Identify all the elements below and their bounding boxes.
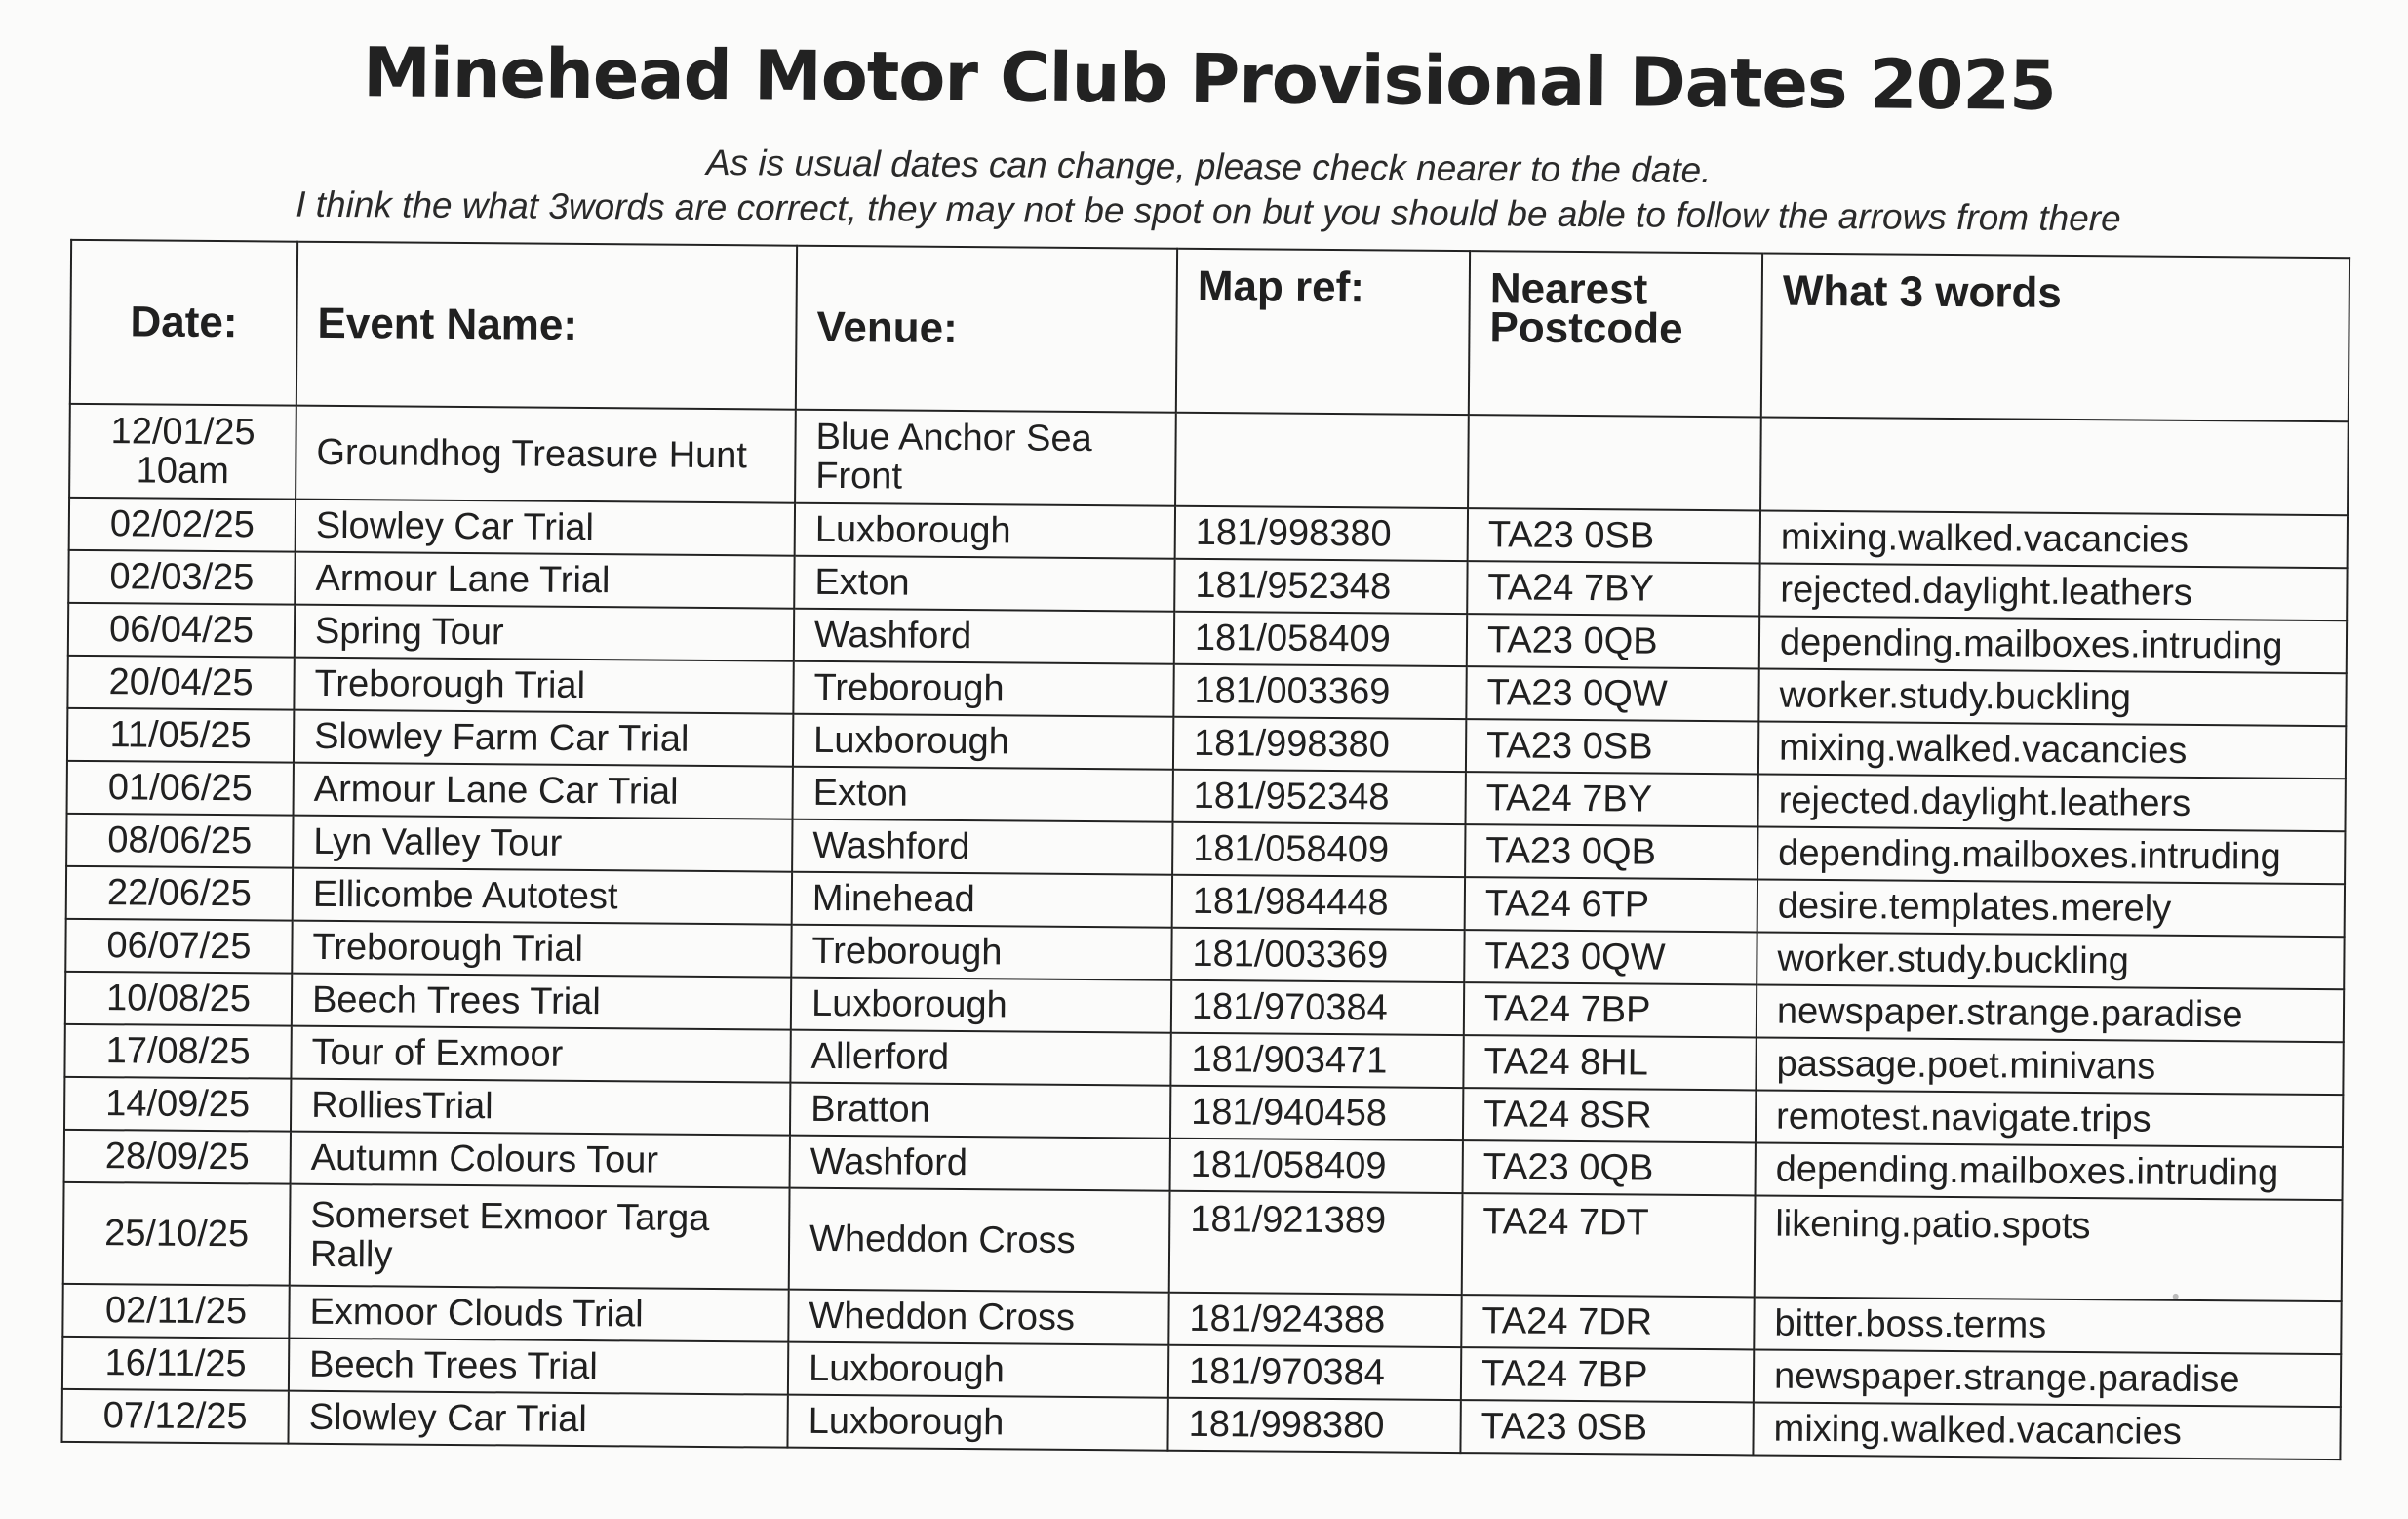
cell-event: Slowley Car Trial — [296, 500, 795, 556]
cell-what3words: mixing.walked.vacancies — [1760, 510, 2348, 568]
cell-what3words: mixing.walked.vacancies — [1753, 1402, 2340, 1459]
cell-venue: Luxborough — [795, 503, 1175, 559]
subtitle-line-2: I think the what 3words are correct, they may not be spot on but you should be able to follow the arrows from there — [296, 183, 2121, 239]
cell-date: 02/02/25 — [69, 498, 296, 552]
cell-postcode: TA24 7DR — [1461, 1295, 1754, 1349]
cell-what3words: worker.study.buckling — [1758, 668, 2346, 726]
cell-date: 06/07/25 — [65, 919, 292, 974]
cell-event: Treborough Trial — [292, 921, 791, 978]
event-line-2: Rally — [309, 1233, 393, 1276]
header-postcode-line-1: Nearest — [1489, 264, 1648, 314]
cell-what3words: bitter.boss.terms — [1754, 1297, 2341, 1354]
cell-date: 02/11/25 — [62, 1284, 289, 1339]
cell-postcode: TA24 7DT — [1462, 1193, 1756, 1297]
cell-event: Beech Trees Trial — [289, 1339, 788, 1395]
header-postcode-line-2: Postcode — [1489, 303, 1683, 353]
cell-date: 22/06/25 — [66, 866, 293, 921]
cell-map-ref: 181/998380 — [1167, 1398, 1460, 1453]
cell-what3words: rejected.daylight.leathers — [1757, 774, 2345, 831]
header-venue: Venue: — [796, 246, 1177, 413]
cell-map-ref: 181/003369 — [1171, 928, 1464, 982]
cell-postcode: TA23 0QB — [1467, 614, 1759, 668]
cell-event: Groundhog Treasure Hunt — [296, 406, 796, 503]
cell-postcode: TA24 7BY — [1467, 561, 1759, 616]
cell-map-ref: 181/984448 — [1172, 875, 1465, 930]
page-title: Minehead Motor Club Provisional Dates 2025 — [362, 32, 2057, 126]
table-header-row — [70, 240, 2349, 421]
cell-date: 07/12/25 — [61, 1389, 288, 1444]
date-line-1: 12/01/25 — [110, 411, 256, 454]
date-line-2: 10am — [136, 450, 229, 493]
header-what3words: What 3 words — [1761, 253, 2349, 421]
cell-postcode: TA23 0SB — [1466, 719, 1758, 774]
cell-date: 14/09/25 — [64, 1077, 291, 1132]
cell-map-ref: 181/998380 — [1173, 717, 1466, 772]
scan-speck — [2173, 1294, 2179, 1299]
cell-venue: Exton — [793, 767, 1173, 822]
cell-venue — [795, 410, 1176, 506]
cell-date: 16/11/25 — [62, 1337, 289, 1391]
cell-date: 08/06/25 — [66, 814, 293, 868]
events-table — [60, 239, 2350, 1460]
cell-what3words: remotest.navigate.trips — [1756, 1090, 2343, 1147]
cell-venue: Washford — [792, 819, 1172, 875]
cell-event: Ellicombe Autotest — [293, 868, 792, 925]
cell-what3words: depending.mailboxes.intruding — [1756, 1142, 2343, 1200]
table-row — [63, 1182, 2343, 1301]
cell-what3words — [1760, 417, 2349, 515]
cell-venue: Luxborough — [787, 1395, 1167, 1451]
cell-venue: Luxborough — [793, 714, 1173, 770]
cell-what3words: desire.templates.merely — [1757, 879, 2345, 937]
cell-map-ref: 181/058409 — [1170, 1139, 1463, 1193]
header-nearest-postcode — [1469, 251, 1762, 417]
cell-event: Armour Lane Trial — [295, 552, 794, 609]
cell-event: Beech Trees Trial — [292, 974, 791, 1030]
table-row — [69, 404, 2349, 515]
cell-map-ref: 181/924388 — [1168, 1293, 1461, 1347]
cell-venue: Bratton — [790, 1083, 1170, 1139]
cell-what3words: newspaper.strange.paradise — [1754, 1349, 2341, 1407]
cell-date: 02/03/25 — [68, 550, 295, 605]
cell-map-ref: 181/952348 — [1174, 559, 1467, 614]
cell-map-ref: 181/998380 — [1175, 506, 1468, 561]
cell-map-ref: 181/970384 — [1168, 1345, 1461, 1400]
cell-postcode: TA23 0QB — [1465, 824, 1757, 879]
cell-map-ref: 181/940458 — [1170, 1086, 1463, 1140]
venue-line-2: Front — [815, 455, 903, 498]
subtitle-line-1: As is usual dates can change, please check nearer to the date. — [705, 141, 1712, 191]
cell-date: 17/08/25 — [64, 1024, 291, 1079]
cell-map-ref: 181/058409 — [1174, 612, 1467, 666]
cell-event: Slowley Car Trial — [288, 1391, 787, 1448]
cell-what3words: worker.study.buckling — [1757, 932, 2344, 989]
cell-date: 10/08/25 — [65, 972, 292, 1026]
cell-event: Tour of Exmoor — [291, 1026, 790, 1083]
header-event-name: Event Name: — [296, 242, 797, 410]
cell-venue: Washford — [790, 1136, 1170, 1191]
cell-map-ref: 181/952348 — [1173, 770, 1466, 824]
cell-postcode: TA23 0QW — [1466, 666, 1758, 721]
cell-event: Armour Lane Car Trial — [294, 763, 793, 819]
cell-venue: Allerford — [790, 1030, 1170, 1086]
cell-event: Autumn Colours Tour — [291, 1132, 790, 1188]
cell-postcode — [1468, 415, 1761, 510]
cell-postcode: TA24 7BP — [1464, 982, 1757, 1037]
cell-map-ref — [1175, 413, 1469, 508]
cell-event: Treborough Trial — [294, 658, 793, 714]
cell-postcode: TA24 7BP — [1461, 1347, 1754, 1402]
cell-date: 28/09/25 — [64, 1130, 291, 1184]
cell-event: RolliesTrial — [291, 1079, 790, 1136]
cell-venue: Treborough — [793, 661, 1173, 717]
cell-venue: Treborough — [791, 925, 1171, 980]
cell-map-ref: 181/903471 — [1170, 1033, 1463, 1088]
cell-event — [290, 1184, 790, 1290]
cell-postcode: TA24 8SR — [1463, 1088, 1756, 1142]
cell-date: 01/06/25 — [67, 761, 294, 816]
cell-postcode: TA24 6TP — [1465, 877, 1757, 932]
cell-postcode: TA23 0SB — [1468, 508, 1760, 563]
cell-venue: Luxborough — [788, 1342, 1168, 1398]
cell-venue: Luxborough — [791, 978, 1171, 1033]
header-map-ref: Map ref: — [1176, 249, 1470, 415]
cell-venue: Minehead — [792, 872, 1172, 928]
cell-what3words: newspaper.strange.paradise — [1757, 984, 2344, 1042]
cell-postcode: TA23 0SB — [1460, 1400, 1753, 1455]
cell-map-ref: 181/970384 — [1171, 980, 1464, 1035]
cell-date — [69, 404, 296, 500]
cell-event: Exmoor Clouds Trial — [289, 1286, 788, 1342]
cell-postcode: TA24 8HL — [1463, 1035, 1756, 1090]
cell-what3words: depending.mailboxes.intruding — [1757, 826, 2345, 884]
cell-postcode: TA24 7BY — [1465, 772, 1757, 826]
cell-date: 25/10/25 — [63, 1182, 291, 1286]
cell-venue: Exton — [794, 556, 1174, 612]
cell-date: 06/04/25 — [68, 603, 295, 658]
cell-date: 11/05/25 — [67, 708, 294, 763]
cell-what3words: mixing.walked.vacancies — [1758, 721, 2346, 779]
cell-map-ref: 181/058409 — [1172, 822, 1465, 877]
cell-map-ref: 181/921389 — [1169, 1191, 1463, 1295]
cell-map-ref: 181/003369 — [1173, 664, 1466, 719]
cell-what3words: likening.patio.spots — [1755, 1195, 2343, 1301]
cell-event: Spring Tour — [295, 605, 794, 661]
cell-postcode: TA23 0QB — [1463, 1140, 1756, 1195]
cell-what3words: depending.mailboxes.intruding — [1759, 616, 2347, 673]
cell-venue: Washford — [794, 609, 1174, 664]
cell-venue: Wheddon Cross — [789, 1188, 1170, 1293]
event-line-1: Somerset Exmoor Targa — [310, 1194, 710, 1240]
cell-what3words: rejected.daylight.leathers — [1759, 563, 2347, 620]
cell-venue: Wheddon Cross — [788, 1290, 1168, 1345]
cell-what3words: passage.poet.minivans — [1756, 1037, 2343, 1095]
cell-event: Lyn Valley Tour — [293, 816, 792, 872]
header-date: Date: — [70, 240, 297, 406]
cell-postcode: TA23 0QW — [1464, 930, 1757, 984]
venue-line-1: Blue Anchor Sea — [815, 416, 1092, 460]
cell-date: 20/04/25 — [67, 656, 294, 710]
cell-event: Slowley Farm Car Trial — [294, 710, 793, 767]
